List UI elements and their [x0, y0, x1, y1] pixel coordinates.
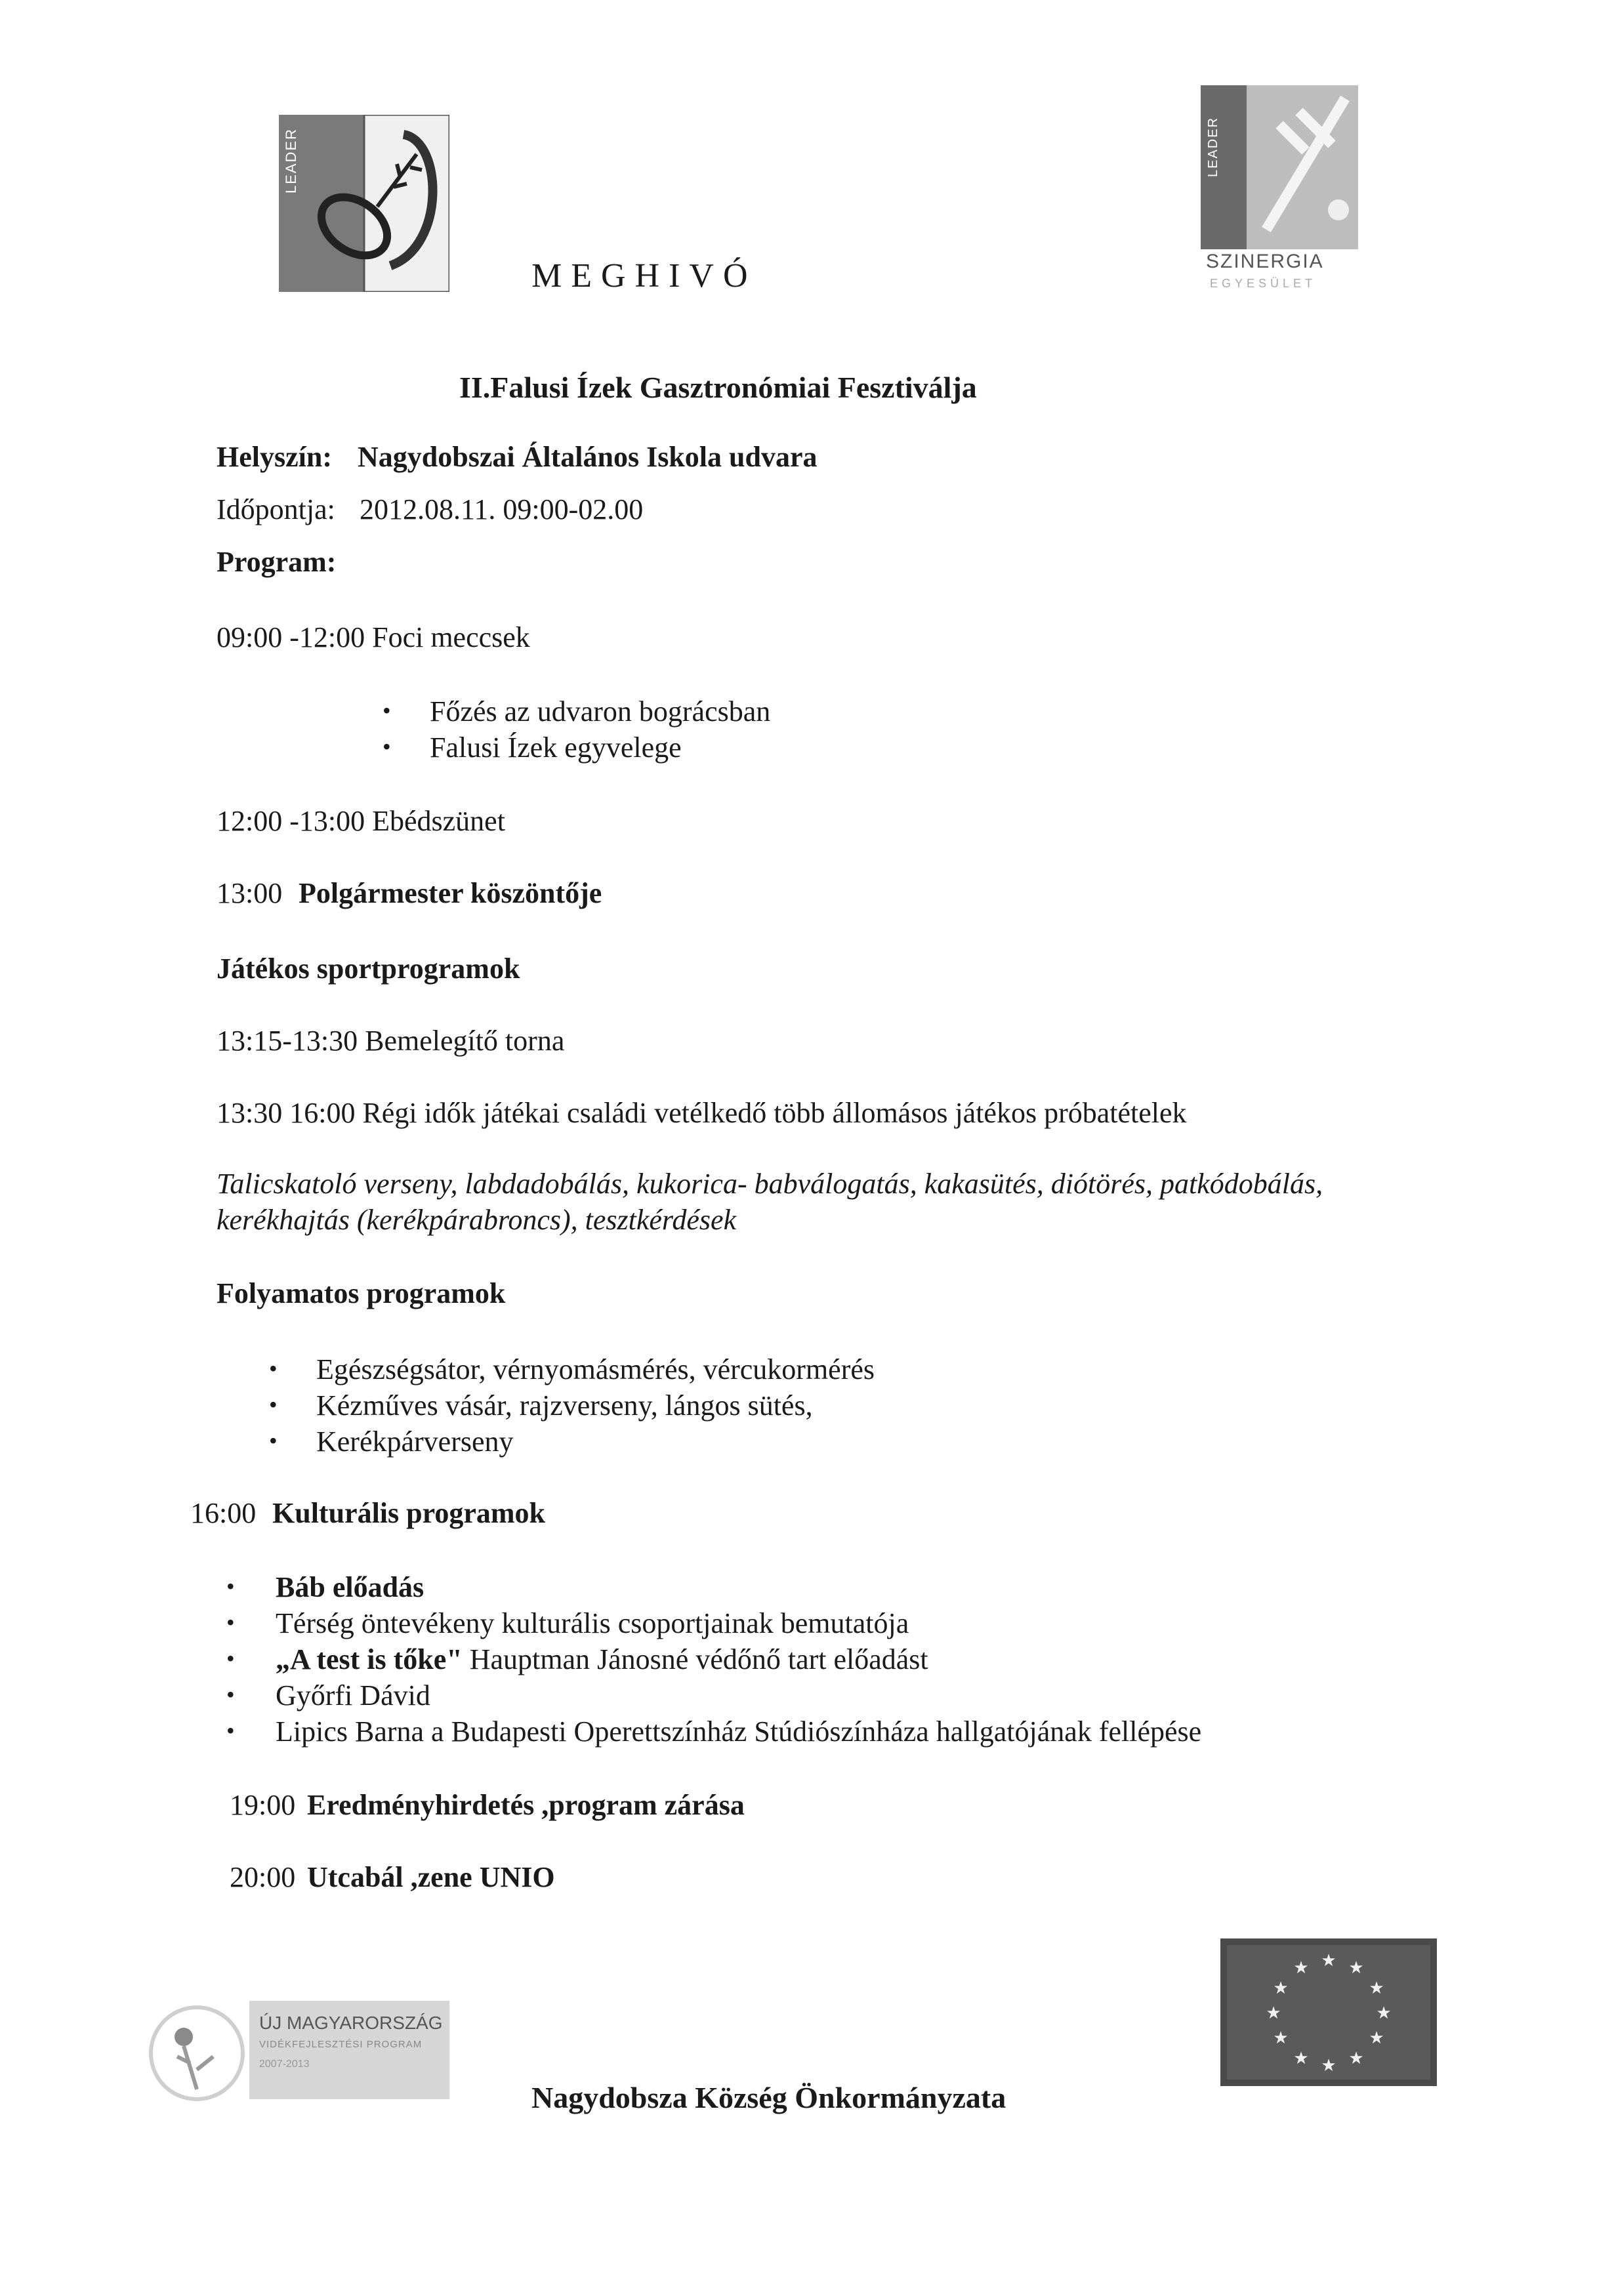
svg-text:★: ★ — [1266, 2003, 1281, 2023]
list-item: Kézműves vásár, rajzverseny, lángos sütés, — [316, 1389, 813, 1422]
svg-text:★: ★ — [1321, 1951, 1336, 1971]
list-item: Báb előadás — [276, 1571, 425, 1603]
uj-magyarorszag-years: 2007-2013 — [259, 2059, 310, 2070]
bullet-dot: • — [226, 1681, 235, 1708]
leader-left-text: LEADER — [283, 127, 299, 194]
svg-text:★: ★ — [1293, 1958, 1309, 1978]
list-item: Lipics Barna a Budapesti Operettszínház Stúdiószínháza hallgatójának fellépése — [276, 1715, 1202, 1748]
list-item — [276, 1645, 928, 1674]
svg-text:★: ★ — [1348, 2049, 1364, 2068]
results-title: Eredményhirdetés ,program zárása — [307, 1789, 745, 1821]
results-time: 19:00 — [230, 1789, 296, 1821]
schedule-old-games: 13:30 16:00 Régi idők játékai családi vetélkedő több állomásos játékos próbatételek — [217, 1097, 1187, 1129]
time-value: 2012.08.11. 09:00-02.00 — [360, 493, 644, 525]
uj-magyarorszag-banner — [249, 2001, 449, 2099]
bullet-dot: • — [269, 1355, 278, 1382]
festival-name: II.Falusi Ízek Gasztronómiai Fesztiválja — [459, 371, 977, 404]
svg-text:★: ★ — [1369, 1978, 1384, 1998]
bullet-dot: • — [269, 1427, 278, 1454]
street-ball-title: Utcabál ,zene UNIO — [307, 1861, 555, 1893]
bullet-dot: • — [226, 1645, 235, 1671]
cultural-title: Kulturális programok — [272, 1497, 546, 1529]
szinergia-subcaption: EGYESÜLET — [1210, 277, 1317, 290]
svg-text:★: ★ — [1273, 2028, 1289, 2048]
leader-logo-left — [279, 115, 449, 292]
leader-szinergia-emblem-icon — [1201, 85, 1358, 249]
bullet-dot: • — [383, 697, 391, 724]
schedule-mayor-title: Polgármester köszöntője — [299, 877, 602, 909]
uj-magyarorszag-logo — [144, 1991, 453, 2116]
schedule-football: 09:00 -12:00 Foci meccsek — [217, 621, 530, 653]
leader-szinergia-logo — [1201, 85, 1358, 295]
list-item: Győrfi Dávid — [276, 1679, 430, 1712]
uj-magyarorszag-title: ÚJ MAGYARORSZÁG — [259, 2013, 443, 2033]
games-list-line2: kerékhajtás (kerékpárabroncs), tesztkérdések — [217, 1204, 737, 1236]
szinergia-caption: SZINERGIA — [1206, 251, 1324, 272]
uj-magyarorszag-subtitle: VIDÉKFEJLESZTÉSI PROGRAM — [259, 2039, 423, 2050]
cultural-time: 16:00 — [190, 1497, 257, 1529]
list-item: Térség öntevékeny kulturális csoportjainak bemutatója — [276, 1607, 909, 1639]
continuous-heading: Folyamatos programok — [217, 1277, 506, 1309]
games-list-line1: Talicskatoló verseny, labdadobálás, kukorica- babválogatás, kakasütés, diótörés, patkódobálás, — [217, 1168, 1323, 1200]
sport-heading: Játékos sportprogramok — [217, 953, 520, 985]
svg-text:★: ★ — [1369, 2028, 1384, 2048]
svg-text:★: ★ — [1293, 2049, 1309, 2068]
organizer-name: Nagydobsza Község Önkormányzata — [531, 2081, 1006, 2114]
svg-text:★: ★ — [1273, 1978, 1289, 1998]
list-item: Egészségsátor, vérnyomásmérés, vércukormérés — [316, 1353, 875, 1385]
bullet-dot: • — [226, 1717, 235, 1744]
uj-magyarorszag-emblem-icon — [144, 1991, 249, 2116]
list-item: Főzés az udvaron bográcsban — [430, 695, 771, 728]
location-value: Nagydobszai Általános Iskola udvara — [358, 441, 818, 473]
eu-flag-icon — [1220, 1938, 1437, 2086]
eu-flag — [1220, 1938, 1437, 2086]
page-title: MEGHIVÓ — [531, 257, 757, 295]
bullet-dot: • — [269, 1391, 278, 1418]
svg-text:★: ★ — [1321, 2056, 1336, 2076]
bullet-dot: • — [226, 1573, 235, 1599]
schedule-lunch: 12:00 -13:00 Ebédszünet — [217, 805, 505, 837]
list-item: Falusi Ízek egyvelege — [430, 731, 682, 764]
test-is-toke-rest: Hauptman Jánosné védőnő tart előadást — [462, 1643, 928, 1675]
leader-emblem-icon — [279, 115, 449, 292]
bullet-dot: • — [383, 733, 391, 760]
schedule-mayor-time: 13:00 — [217, 877, 283, 909]
schedule-warmup: 13:15-13:30 Bemelegítő torna — [217, 1025, 565, 1057]
leader-right-text: LEADER — [1206, 116, 1220, 177]
bullet-dot: • — [226, 1609, 235, 1635]
svg-text:★: ★ — [1348, 1958, 1364, 1978]
street-ball-time: 20:00 — [230, 1861, 296, 1893]
location-label: Helyszín: — [217, 441, 332, 473]
list-item: Kerékpárverseny — [316, 1425, 514, 1458]
time-label: Időpontja: — [217, 493, 335, 525]
test-is-toke-title: „A test is tőke" — [276, 1643, 463, 1675]
program-label: Program: — [217, 546, 337, 578]
svg-text:★: ★ — [1376, 2003, 1392, 2023]
